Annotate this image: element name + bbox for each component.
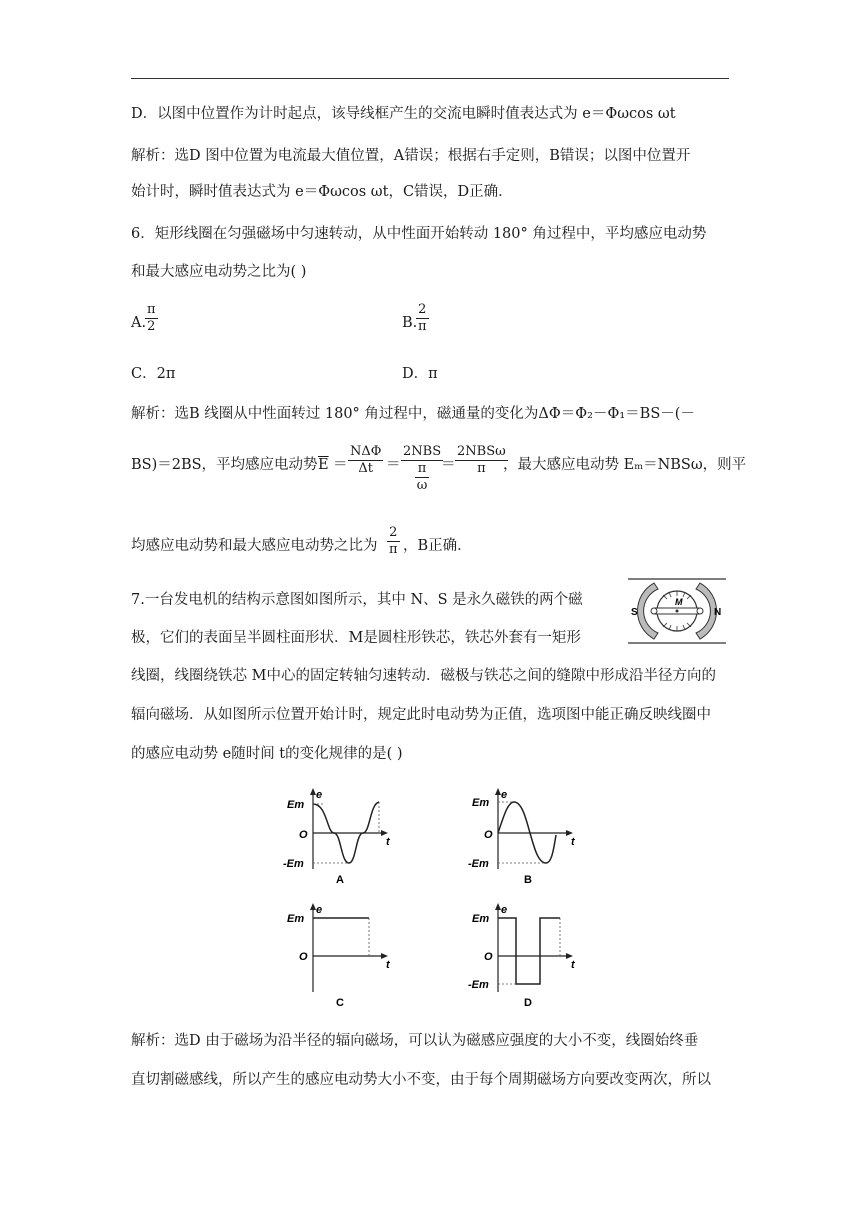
average-emf-symbol: $\overline{E}$ <box>318 457 329 473</box>
graph-a-e-label: e <box>316 789 323 801</box>
graph-c-caption: C <box>336 997 344 1009</box>
graph-b-neg-em-label: -Em <box>468 858 489 870</box>
graph-b-o-label: O <box>484 829 493 841</box>
option-d-text: D．以图中位置作为计时起点，该导线框产生的交流电瞬时值表达式为 e＝Φωcos ωt <box>131 106 676 122</box>
flux-change-fraction <box>348 444 383 477</box>
generator-label-n: N <box>714 607 722 618</box>
nbs-over-time-fraction <box>401 444 443 494</box>
graph-a-caption: A <box>336 874 344 885</box>
ratio-fraction <box>387 525 400 558</box>
nbs-over-time-denominator <box>401 461 443 494</box>
graph-d-t-label: t <box>571 959 575 971</box>
graph-c-em-label: Em <box>287 913 305 925</box>
option-6a-denominator: 2 <box>147 319 156 334</box>
graph-c <box>283 900 403 1010</box>
answer-7-line-2: 直切割磁感线，所以产生的感应电动势大小不变，由于每个周期磁场方向要改变两次，所以 <box>131 1072 711 1088</box>
ratio-denominator: π <box>389 542 398 557</box>
equals-sign-3: ＝ <box>441 457 456 473</box>
answer-6-line-1: 解析：选B 线圈从中性面转过 180° 角过程中，磁通量的变化为ΔΦ＝Φ₂－Φ₁＝BS－(－ <box>131 406 695 422</box>
answer-5-line-1: 解析：选D 图中位置为电流最大值位置，A错误；根据右手定则，B错误；以图中位置开 <box>131 148 691 164</box>
graph-b-t-label: t <box>571 836 575 848</box>
question-7-line-3: 线圈，线圈绕铁芯 M中心的固定转轴匀速转动．磁极与铁芯之间的缝隙中形成沿半径方向的 <box>131 668 716 684</box>
graph-d-o-label: O <box>484 951 493 963</box>
equals-sign-1: ＝ <box>333 457 348 473</box>
result-fraction <box>455 444 508 477</box>
answer-5-line-2: 始计时，瞬时值表达式为 e＝Φωcos ωt，C错误，D正确． <box>131 184 513 200</box>
graph-a <box>283 785 403 885</box>
option-6c: C．2π <box>131 366 176 382</box>
graph-a-neg-em-label: -Em <box>283 858 304 870</box>
graph-b-caption: B <box>524 874 532 885</box>
option-6a-fraction <box>145 302 158 335</box>
ratio-numerator: 2 <box>387 525 400 542</box>
option-6b-fraction <box>416 302 429 335</box>
answer-6-line-2-end: ，最大感应电动势 Eₘ＝NBSω，则平 <box>503 457 747 473</box>
answer-6-line-3-end: ，B正确． <box>403 538 472 554</box>
nbs-over-time-numerator: 2NBS <box>403 444 442 459</box>
question-6-line-2: 和最大感应电动势之比为( ) <box>131 264 307 280</box>
graph-d-em-label: Em <box>472 913 490 925</box>
graph-b <box>468 785 588 885</box>
graph-c-e-label: e <box>316 904 323 916</box>
graph-a-t-label: t <box>386 836 390 848</box>
generator-label-s: S <box>631 607 638 618</box>
answer-7-line-1: 解析：选D 由于磁场为沿半径的辐向磁场，可以认为磁感应强度的大小不变，线圈始终垂 <box>131 1033 699 1049</box>
graph-b-em-label: Em <box>472 797 490 809</box>
generator-diagram <box>626 575 728 647</box>
graph-d-e-label: e <box>501 904 508 916</box>
graph-d <box>468 900 588 1010</box>
question-7-line-5: 的感应电动势 e随时间 t的变化规律的是( ) <box>131 746 403 762</box>
flux-change-numerator: NΔΦ <box>350 444 382 459</box>
generator-label-m: M <box>675 597 683 607</box>
graph-d-caption: D <box>524 997 532 1009</box>
question-7-line-1: 7.一台发电机的结构示意图如图所示，其中 N、S 是永久磁铁的两个磁 <box>131 592 583 608</box>
option-6b-label: B. <box>402 315 418 331</box>
option-6b-numerator: 2 <box>416 302 429 319</box>
graph-b-e-label: e <box>501 789 508 801</box>
time-pi: π <box>415 461 429 478</box>
answer-6-line-2-start: BS)＝2BS，平均感应电动势 <box>131 457 318 473</box>
option-6d: D．π <box>402 366 438 382</box>
graph-c-t-label: t <box>386 959 390 971</box>
option-6b-denominator: π <box>418 319 427 334</box>
graph-a-o-label: O <box>299 829 308 841</box>
question-7-line-4: 辐向磁场．从如图所示位置开始计时，规定此时电动势为正值，选项图中能正确反映线圈中 <box>131 707 711 723</box>
question-7-line-2: 极，它们的表面呈半圆柱面形状．M是圆柱形铁芯，铁芯外套有一矩形 <box>131 630 581 646</box>
top-rule <box>131 78 729 79</box>
option-6a-numerator: π <box>147 302 156 317</box>
equals-sign-2: ＝ <box>386 457 401 473</box>
option-6a-label: A. <box>131 315 147 331</box>
graph-c-o-label: O <box>299 951 308 963</box>
result-numerator: 2NBSω <box>457 444 506 459</box>
time-omega: ω <box>416 478 428 493</box>
question-6-line-1: 6．矩形线圈在匀强磁场中匀速转动，从中性面开始转动 180° 角过程中，平均感应电动势 <box>131 226 707 242</box>
answer-6-line-3-start: 均感应电动势和最大感应电动势之比为 <box>131 538 378 554</box>
result-denominator: π <box>477 461 486 476</box>
flux-change-denominator: Δt <box>358 461 374 476</box>
graph-d-neg-em-label: -Em <box>468 979 489 991</box>
graph-a-em-label: Em <box>287 799 305 811</box>
